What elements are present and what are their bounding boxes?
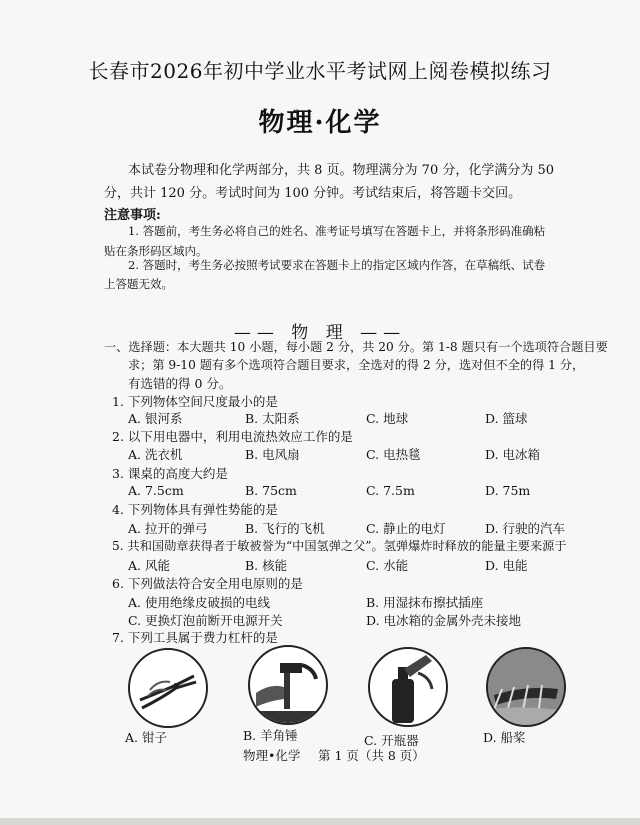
q6-option-c: C. 更换灯泡前断开电源开关 [128, 613, 283, 628]
q7-option-a: A. 钳子 [125, 730, 167, 745]
q2-stem: 2. 以下用电器中，利用电流热效应工作的是 [112, 429, 353, 444]
q7-option-b: B. 羊角锤 [243, 728, 298, 743]
q3-stem: 3. 课桌的高度大约是 [112, 466, 228, 481]
pliers-image [128, 648, 208, 728]
q1-option-a: A. 银河系 [128, 411, 183, 426]
q4-option-b: B. 飞行的飞机 [245, 521, 325, 536]
claw-hammer-image [248, 645, 328, 725]
q5-option-d: D. 电能 [485, 558, 528, 573]
q2-option-b: B. 电风扇 [245, 447, 300, 462]
footer-page-number: 第 1 页（共 8 页） [318, 748, 425, 763]
page-edge-shadow [0, 818, 640, 825]
notice-2-line-1: 2. 答题时，考生务必按照考试要求在答题卡上的指定区域内作答，在草稿纸、试卷 [128, 258, 546, 272]
part1-line-2: 求；第 9-10 题有多个选项符合题目要求，全选对的得 2 分，选对但不全的得 1 分， [128, 358, 585, 372]
notice-2-line-2: 上答题无效。 [104, 277, 173, 291]
notice-1-line-1: 1. 答题前，考生务必将自己的姓名、准考证号填写在答题卡上，并将条形码准确粘 [128, 224, 546, 238]
q3-option-d: D. 75m [485, 483, 531, 498]
q4-option-d: D. 行驶的汽车 [485, 521, 566, 536]
q3-option-a: A. 7.5cm [128, 483, 184, 498]
q1-option-c: C. 地球 [366, 411, 409, 426]
q6-option-d: D. 电冰箱的金属外壳未接地 [366, 613, 522, 628]
section-title-physics: —— 物 理 —— [233, 323, 407, 343]
footer-subject: 物理•化学 [243, 748, 301, 763]
q6-option-a: A. 使用绝缘皮破损的电线 [128, 595, 270, 610]
bottle-opener-image [368, 647, 448, 727]
q2-option-d: D. 电冰箱 [485, 447, 541, 462]
exam-title: 长春市2026年初中学业水平考试网上阅卷模拟练习 [88, 59, 552, 83]
subject-title: 物理·化学 [258, 108, 382, 138]
q5-stem: 5. 共和国勋章获得者于敏被誉为“中国氢弹之父”。氢弹爆炸时释放的能量主要来源于 [112, 539, 567, 553]
q5-option-a: A. 风能 [128, 558, 170, 573]
intro-line-2: 分，共计 120 分。考试时间为 100 分钟。考试结束后，将答题卡交回。 [104, 186, 522, 201]
q1-option-d: D. 篮球 [485, 411, 528, 426]
boat-paddle-image [486, 647, 566, 727]
notice-title: 注意事项: [104, 208, 161, 223]
q2-option-c: C. 电热毯 [366, 447, 421, 462]
part1-line-3: 有选错的得 0 分。 [128, 376, 232, 391]
q6-option-b: B. 用湿抹布擦拭插座 [366, 595, 484, 610]
q1-stem: 1. 下列物体空间尺度最小的是 [112, 394, 278, 409]
intro-line-1: 本试卷分物理和化学两部分，共 8 页。物理满分为 70 分，化学满分为 50 [128, 163, 555, 178]
q7-option-d: D. 船桨 [483, 730, 526, 745]
q5-option-c: C. 水能 [366, 558, 409, 573]
notice-1-line-2: 贴在条形码区域内。 [104, 244, 208, 258]
q1-option-b: B. 太阳系 [245, 411, 300, 426]
q4-option-c: C. 静止的电灯 [366, 521, 446, 536]
q7-option-c: C. 开瓶器 [364, 733, 419, 748]
q3-option-b: B. 75cm [245, 483, 297, 498]
q2-option-a: A. 洗衣机 [128, 447, 183, 462]
q7-stem: 7. 下列工具属于费力杠杆的是 [112, 630, 278, 645]
q4-option-a: A. 拉开的弹弓 [128, 521, 208, 536]
q3-option-c: C. 7.5m [366, 483, 415, 498]
q4-stem: 4. 下列物体具有弹性势能的是 [112, 502, 278, 517]
q6-stem: 6. 下列做法符合安全用电原则的是 [112, 576, 303, 591]
part1-line-1: 一、选择题：本大题共 10 小题，每小题 2 分，共 20 分。第 1-8 题只有一个选项符合题目要 [104, 340, 608, 354]
q5-option-b: B. 核能 [245, 558, 288, 573]
